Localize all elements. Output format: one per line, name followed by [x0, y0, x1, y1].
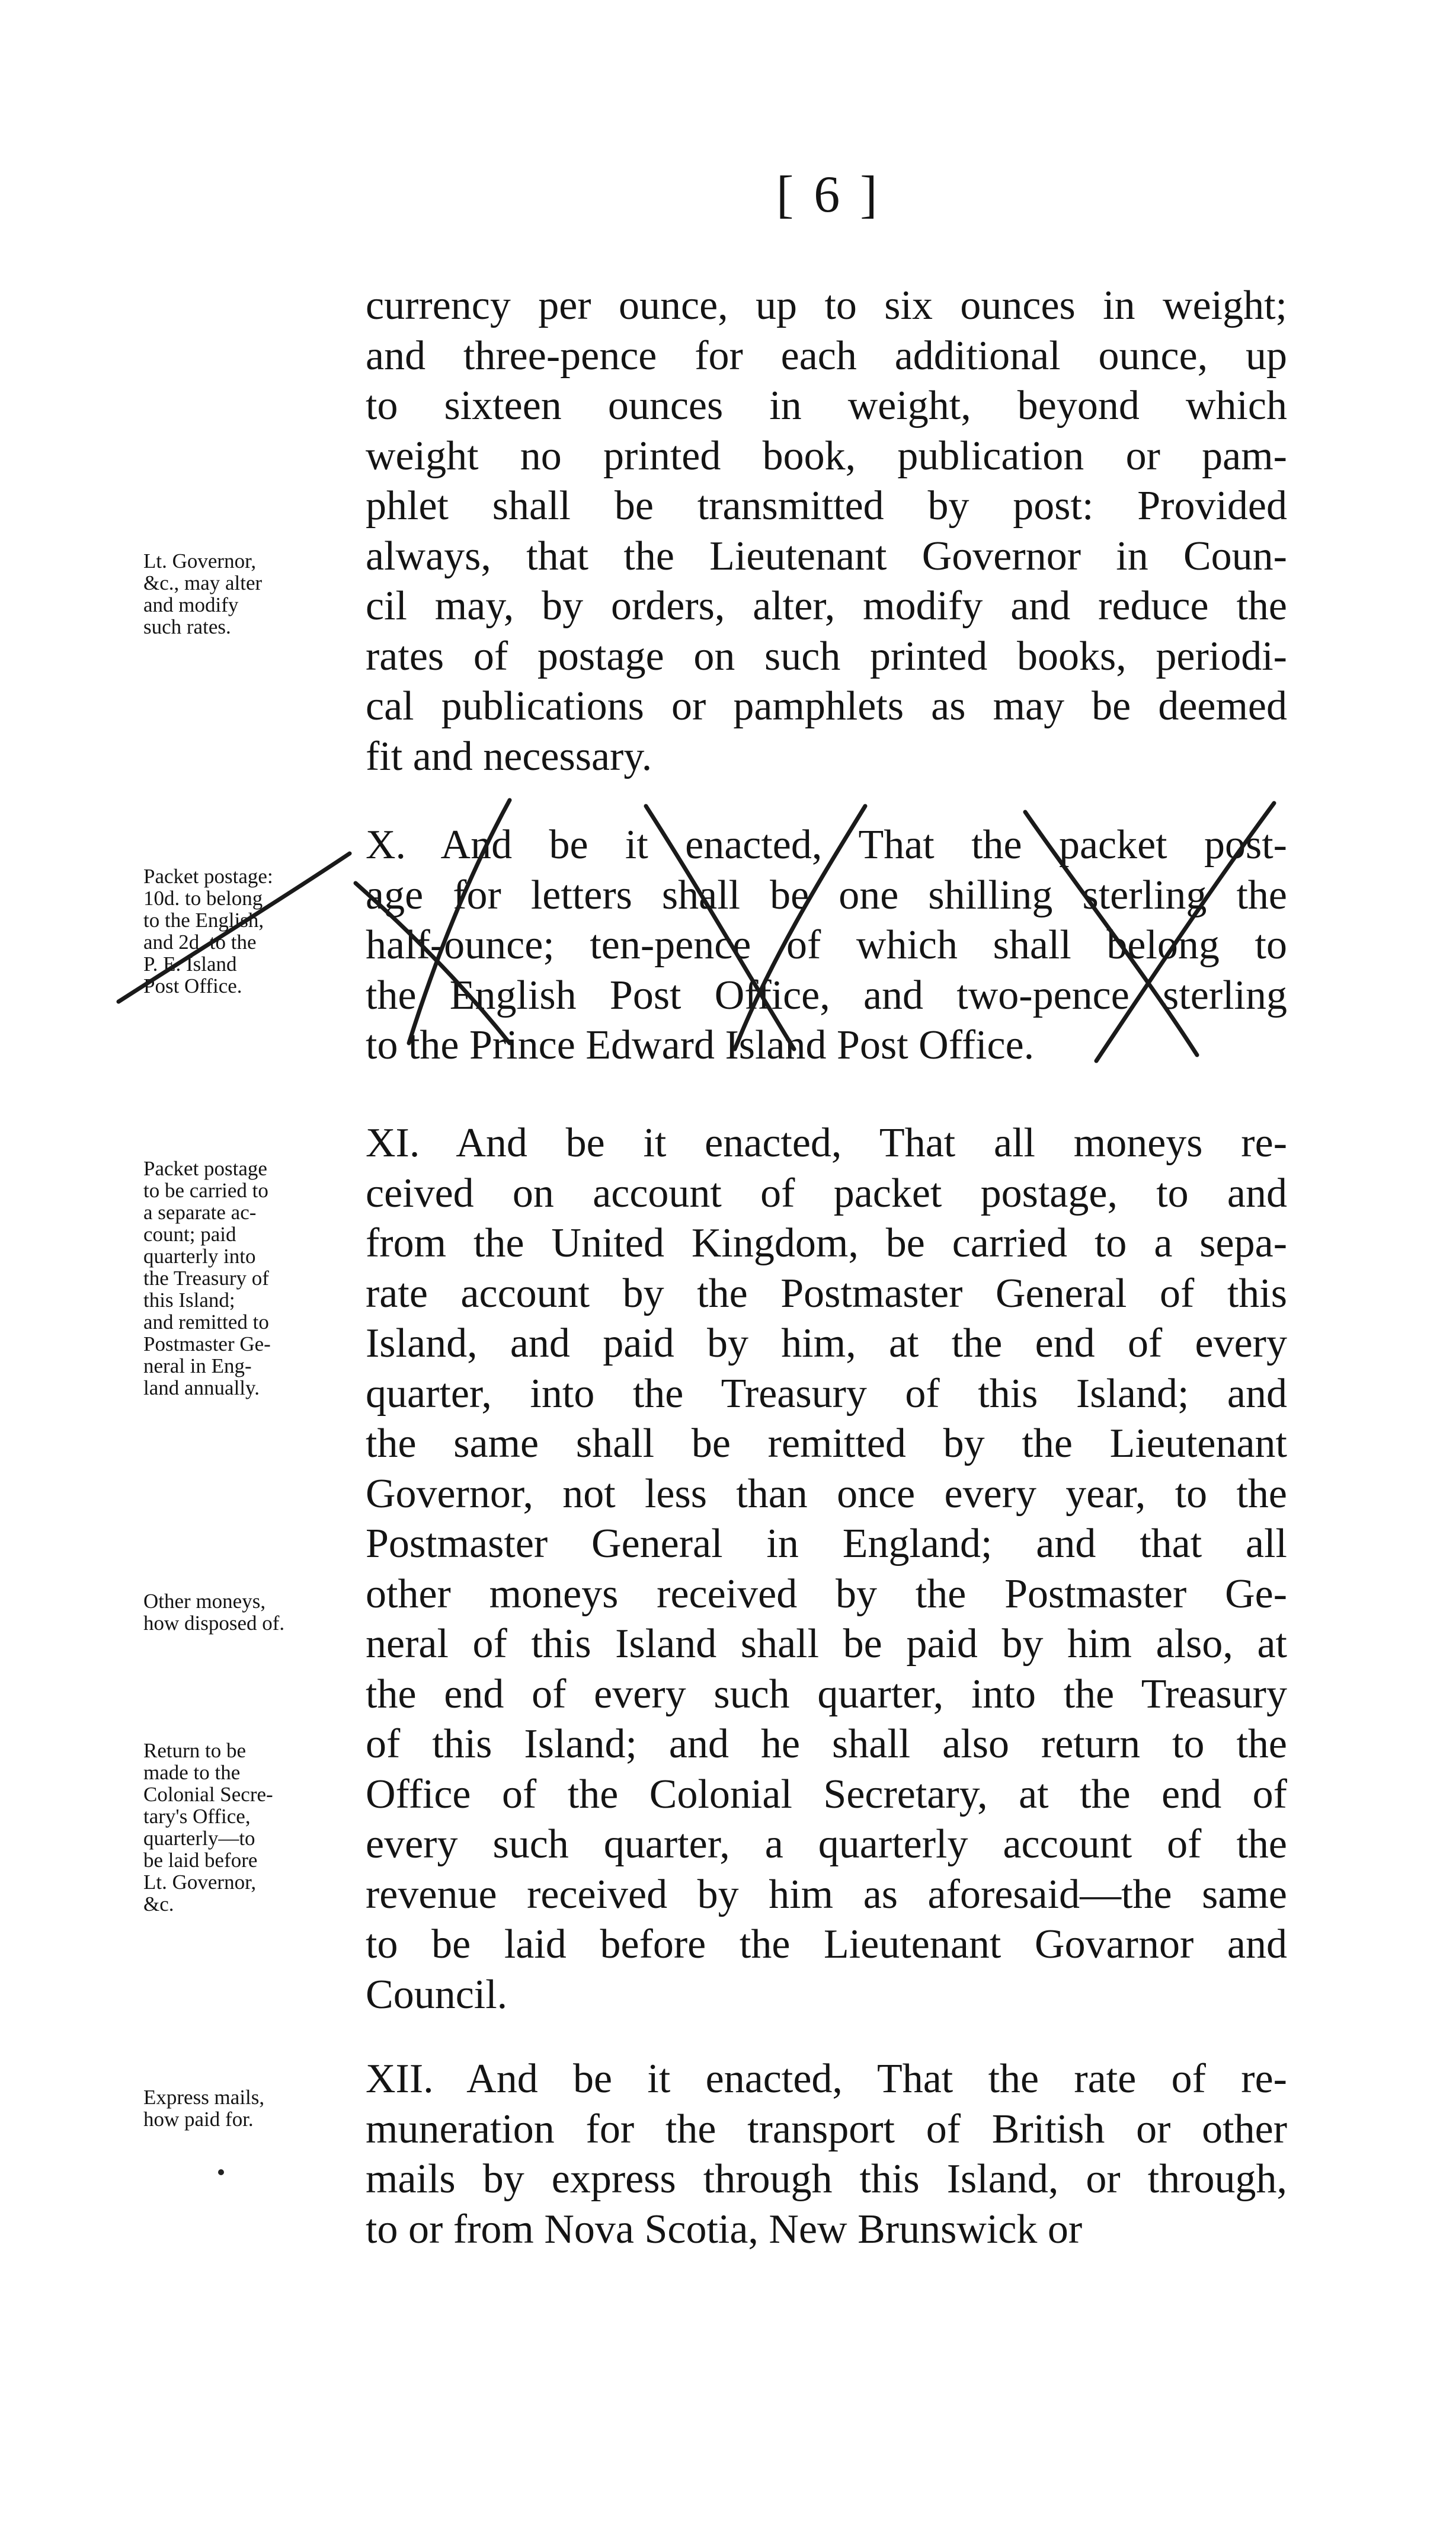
- margin-note-line: the Treasury of: [143, 1267, 269, 1290]
- margin-note-line: how disposed of.: [143, 1612, 285, 1635]
- margin-note-line: and modify: [143, 593, 239, 616]
- text-line: Council.: [366, 1971, 508, 2018]
- text-line: XI. And be it enacted, That all moneys re-: [366, 1120, 1287, 1166]
- text-line: XII. And be it enacted, That the rate of re-: [366, 2056, 1287, 2102]
- text-line: to be laid before the Lieutenant Govarnor and: [366, 1922, 1287, 1967]
- margin-note-line: Return to be: [143, 1739, 247, 1762]
- text-line: Office of the Colonial Secretary, at the end of: [366, 1771, 1287, 1817]
- text-line: of this Island; and he shall also return to the: [366, 1721, 1287, 1767]
- text-line: quarter, into the Treasury of this Island; and: [366, 1370, 1287, 1417]
- margin-note-line: P. E. Island: [143, 952, 237, 976]
- text-line: fit and necessary.: [366, 733, 652, 779]
- text-line: weight no printed book, publication or pam-: [366, 433, 1287, 479]
- margin-note-line: be laid before: [143, 1849, 258, 1872]
- stray-dot: [218, 2169, 224, 2175]
- text-line: X. And be it enacted, That the packet post-: [366, 822, 1287, 868]
- text-line: the end of every such quarter, into the Treasury: [366, 1671, 1287, 1717]
- text-line: to sixteen ounces in weight, beyond which: [366, 383, 1287, 429]
- margin-note-line: made to the: [143, 1761, 241, 1784]
- margin-note-packet-postage-account: [143, 1158, 351, 1399]
- text-line: Governor, not less than once every year, to the: [366, 1470, 1287, 1517]
- page-number: [ 6 ]: [776, 166, 881, 223]
- text-line: from the United Kingdom, be carried to a sepa-: [366, 1220, 1287, 1266]
- text-line: phlet shall be transmitted by post: Provided: [366, 483, 1287, 529]
- text-line: half-ounce; ten-pence of which shall belong to: [366, 922, 1287, 968]
- margin-note-line: and 2d. to the: [143, 931, 257, 954]
- paragraph-continuation: [366, 281, 1287, 782]
- text-line: other moneys received by the Postmaster Ge-: [366, 1571, 1287, 1617]
- text-line: the same shall be remitted by the Lieutenant: [366, 1421, 1287, 1466]
- text-line: neral of this Island shall be paid by him also, at: [366, 1621, 1287, 1667]
- text-line: revenue received by him as aforesaid—the same: [366, 1871, 1287, 1917]
- margin-note-line: count; paid: [143, 1223, 236, 1246]
- margin-note-line: this Island;: [143, 1289, 235, 1312]
- margin-note-line: quarterly—to: [143, 1827, 255, 1850]
- margin-note-line: land annually.: [143, 1376, 260, 1399]
- text-line: cil may, by orders, alter, modify and reduce the: [366, 583, 1287, 629]
- margin-note-line: tary's Office,: [143, 1805, 251, 1828]
- section-x-struck-paragraph: [366, 820, 1287, 1071]
- margin-note-line: how paid for.: [143, 2108, 254, 2131]
- margin-note-other-moneys: [143, 1590, 351, 1634]
- text-line: Postmaster General in England; and that all: [366, 1521, 1287, 1566]
- margin-note-line: neral in Eng-: [143, 1354, 252, 1377]
- margin-note-line: &c., may alter: [143, 571, 263, 594]
- text-line: to the Prince Edward Island Post Office.: [366, 1022, 1035, 1068]
- margin-note-line: Lt. Governor,: [143, 1871, 257, 1894]
- margin-note-line: &c.: [143, 1892, 174, 1916]
- margin-note-line: Packet postage:: [143, 865, 273, 888]
- margin-note-express-mails: [143, 2086, 351, 2130]
- margin-note-line: Post Office.: [143, 974, 242, 998]
- margin-note-line: to the English,: [143, 909, 264, 932]
- margin-note-line: quarterly into: [143, 1245, 256, 1268]
- text-line: rate account by the Postmaster General of this: [366, 1270, 1287, 1316]
- text-line: the English Post Office, and two-pence sterling: [366, 972, 1287, 1018]
- text-line: rates of postage on such printed books, periodi-: [366, 633, 1287, 679]
- text-line: to or from Nova Scotia, New Brunswick or: [366, 2206, 1083, 2252]
- section-xi-paragraph: [366, 1118, 1287, 2020]
- text-line: every such quarter, a quarterly account of the: [366, 1821, 1287, 1867]
- text-line: currency per ounce, up to six ounces in weight;: [366, 283, 1287, 328]
- margin-note-line: Postmaster Ge-: [143, 1332, 271, 1355]
- text-line: ceived on account of packet postage, to and: [366, 1170, 1287, 1216]
- margin-note-line: Packet postage: [143, 1157, 267, 1180]
- margin-note-line: 10d. to belong: [143, 887, 263, 910]
- text-line: muneration for the transport of British or other: [366, 2106, 1287, 2152]
- text-line: always, that the Lieutenant Governor in Coun-: [366, 533, 1287, 579]
- margin-note-line: Other moneys,: [143, 1590, 266, 1613]
- text-line: mails by express through this Island, or through,: [366, 2156, 1287, 2202]
- margin-note-line: to be carried to: [143, 1179, 268, 1202]
- text-line: Island, and paid by him, at the end of every: [366, 1321, 1287, 1366]
- text-line: age for letters shall be one shilling sterling the: [366, 872, 1287, 918]
- margin-note-line: Lt. Governor,: [143, 549, 257, 573]
- margin-note-return-colonial-secretary: [143, 1740, 351, 1915]
- margin-note-line: such rates.: [143, 615, 231, 638]
- margin-note-packet-postage-division: [143, 865, 351, 997]
- margin-note-lt-governor-rates: [143, 550, 351, 638]
- margin-note-line: Express mails,: [143, 2086, 265, 2109]
- margin-note-line: Colonial Secre-: [143, 1783, 273, 1806]
- text-line: cal publications or pamphlets as may be deemed: [366, 683, 1287, 729]
- section-xii-paragraph: [366, 2054, 1287, 2255]
- text-line: and three-pence for each additional ounce, up: [366, 333, 1287, 379]
- margin-note-line: and remitted to: [143, 1310, 269, 1334]
- margin-note-line: a separate ac-: [143, 1201, 257, 1224]
